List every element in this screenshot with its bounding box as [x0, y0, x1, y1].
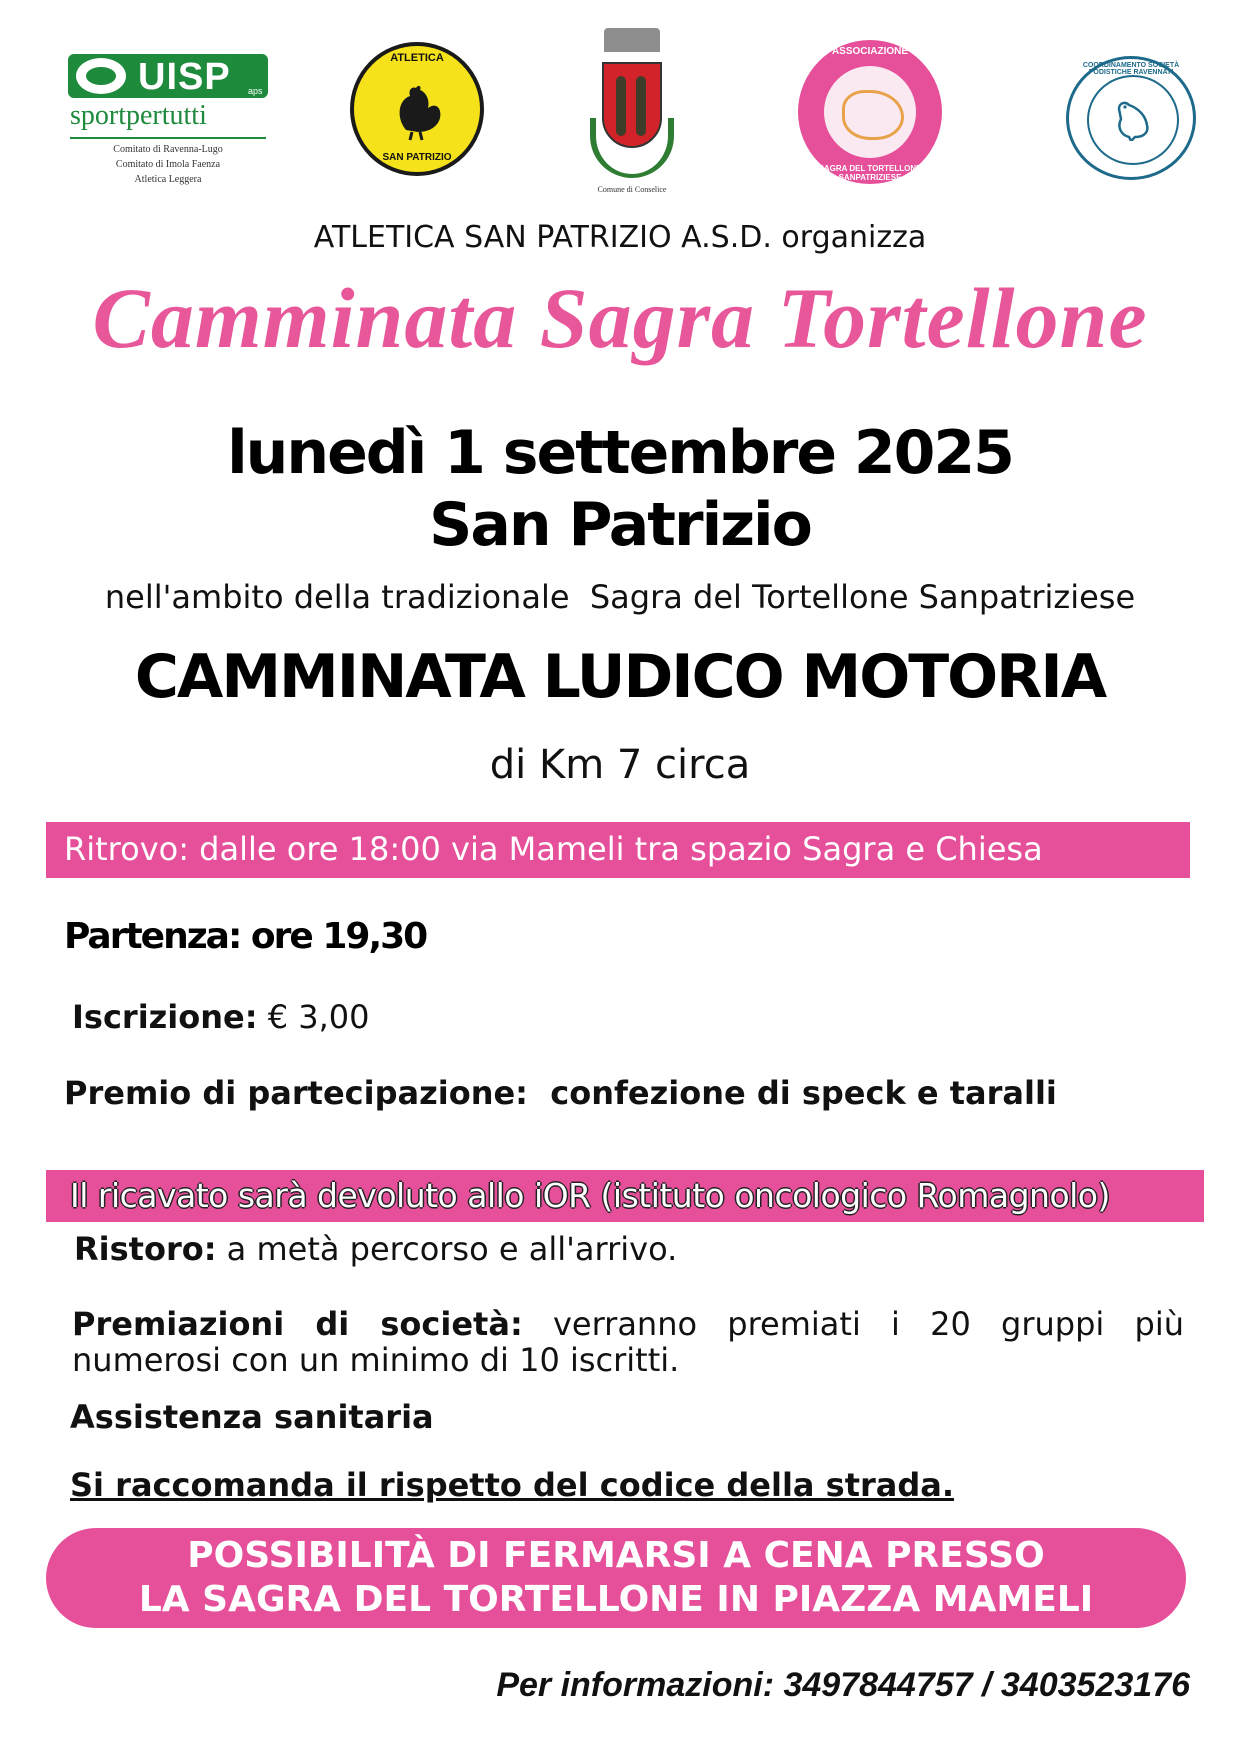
contact-info: Per informazioni: 3497844757 / 3403523176 [496, 1666, 1190, 1704]
rooster-icon [386, 78, 450, 142]
road-code-notice: Si raccomanda il rispetto del codice della strada. [70, 1466, 955, 1504]
ristoro-label: Ristoro: [74, 1230, 217, 1268]
uisp-divider [70, 137, 266, 139]
atletica-logo-top-text: ATLETICA [390, 52, 444, 64]
event-place: San Patrizio [429, 490, 811, 560]
comune-di-conselice-crest [582, 28, 682, 198]
dinner-banner [46, 1528, 1186, 1628]
iscrizione-line [72, 998, 369, 1036]
premiazioni-first-line [72, 1306, 1184, 1342]
premio-value: confezione di speck e taralli [527, 1074, 1057, 1112]
wreath-icon [590, 118, 674, 178]
assistenza-line: Assistenza sanitaria [70, 1398, 434, 1436]
ristoro-value: a metà percorso e all'arrivo. [216, 1230, 678, 1268]
tortellone-icon [842, 90, 904, 140]
walk-distance: di Km 7 circa [489, 742, 751, 788]
event-context: nell'ambito della tradizionale Sagra del Tortellone Sanpatriziese [104, 578, 1136, 616]
ricavato-band [46, 1170, 1204, 1222]
uisp-committee-3: Atletica Leggera [134, 174, 202, 185]
partenza-line [64, 916, 426, 957]
event-title: Camminata Sagra Tortellone [92, 270, 1148, 366]
partenza-value: ore 19,30 [240, 916, 427, 957]
ritrovo-text: Ritrovo: dalle ore 18:00 via Mameli tra spazio Sagra e Chiesa [64, 830, 1043, 868]
coordinamento-text: COORDINAMENTO SOCIETÀ PODISTICHE RAVENNATI [1082, 62, 1180, 76]
associazione-sagra-logo [798, 40, 942, 184]
uisp-logo [48, 50, 268, 190]
uisp-tagline: sportpertutti [70, 100, 207, 131]
uisp-committees [70, 142, 266, 187]
iscrizione-value: € 3,00 [257, 998, 370, 1036]
atletica-logo-bottom-text: SAN PATRIZIO [382, 152, 452, 163]
uisp-aps: aps [248, 86, 263, 96]
associazione-bottom-text: SAGRA DEL TORTELLONE SANPATRIZIESE [818, 164, 922, 182]
walk-type-heading: CAMMINATA LUDICO MOTORIA [134, 642, 1106, 712]
premio-line [64, 1074, 1057, 1112]
uisp-runner-icon [76, 58, 126, 94]
premiazioni-label: Premiazioni di società: [72, 1305, 523, 1343]
premiazioni-value-1: verranno premiati i 20 gruppi più [522, 1305, 1185, 1343]
comune-label: Comune di Conselice [597, 185, 667, 194]
coordinamento-podistiche-logo [1066, 56, 1196, 180]
uisp-brand: UISP [138, 56, 231, 98]
partenza-label: Partenza: [64, 916, 241, 957]
event-date: lunedì 1 settembre 2025 [227, 418, 1013, 488]
uisp-committee-1: Comitato di Ravenna-Lugo [113, 144, 223, 155]
crown-icon [604, 28, 660, 52]
ritrovo-band [46, 822, 1190, 878]
uisp-committee-2: Comitato di Imola Faenza [115, 159, 221, 170]
dinner-line-1: POSSIBILITÀ DI FERMARSI A CENA PRESSO [187, 1535, 1045, 1576]
organizer-line: ATLETICA SAN PATRIZIO A.S.D. organizza [313, 220, 927, 255]
premiazioni-paragraph [72, 1306, 1184, 1378]
bird-icon [1111, 97, 1153, 141]
atletica-san-patrizio-logo [350, 42, 484, 176]
ricavato-text: Il ricavato sarà devoluto allo iOR (istituto oncologico Romagnolo) [70, 1176, 1110, 1215]
ristoro-line [74, 1230, 677, 1268]
premiazioni-value-2: numerosi con un minimo di 10 iscritti. [72, 1341, 680, 1379]
iscrizione-label: Iscrizione: [72, 998, 258, 1036]
dinner-line-2: LA SAGRA DEL TORTELLONE IN PIAZZA MAMELI [138, 1579, 1094, 1620]
premio-label: Premio di partecipazione: [64, 1074, 528, 1112]
associazione-top-text: ASSOCIAZIONE [831, 46, 909, 57]
